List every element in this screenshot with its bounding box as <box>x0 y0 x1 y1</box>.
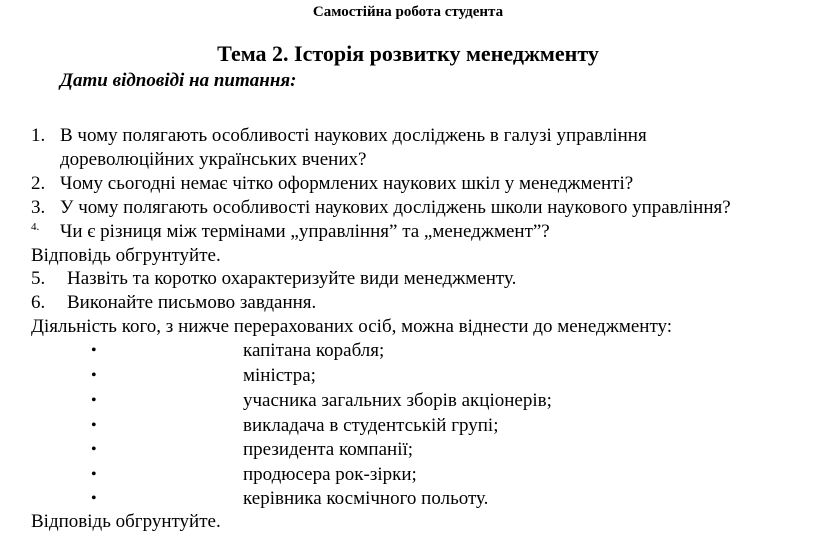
question-1-text-line-1: В чому полягають особливості наукових досліджень в галузі управління <box>60 125 647 146</box>
question-2-number: 2. <box>31 173 46 194</box>
question-5-text: Назвіть та коротко охарактеризуйте види менеджменту. <box>67 268 517 289</box>
question-3-number: 3. <box>31 197 46 218</box>
instruction: Дати відповіді на питання: <box>60 70 297 91</box>
bullet-icon: • <box>91 490 97 507</box>
page-header: Самостійна робота студента <box>312 4 504 20</box>
bullet-icon: • <box>91 441 97 458</box>
question-6-number: 6. <box>31 292 46 313</box>
question-5-number: 5. <box>31 268 46 289</box>
bullet-icon: • <box>91 392 97 409</box>
list-item: капітана корабля; <box>243 340 385 361</box>
list-item: викладача в студентській групі; <box>243 415 499 436</box>
list-item: міністра; <box>243 365 316 386</box>
list-item: президента компанії; <box>243 439 414 460</box>
topic-title: Тема 2. Історія розвитку менеджменту <box>217 41 599 66</box>
bullet-icon: • <box>91 367 97 384</box>
list-item: керівника космічного польоту. <box>243 488 489 509</box>
question-2-text: Чому сьогодні немає чітко оформлених наукових шкіл у менеджменті? <box>60 173 634 194</box>
question-6-text: Виконайте письмово завдання. <box>67 292 317 313</box>
answer-note-2: Відповідь обгрунтуйте. <box>31 511 221 532</box>
answer-note-1: Відповідь обгрунтуйте. <box>31 245 221 266</box>
bullet-icon: • <box>91 466 97 483</box>
list-item: учасника загальних зборів акціонерів; <box>243 390 552 411</box>
bullet-icon: • <box>91 342 97 359</box>
question-1-number: 1. <box>31 125 46 146</box>
question-4-number: 4. <box>31 221 40 233</box>
task-intro: Діяльність кого, з нижче перерахованих осіб, можна віднести до менеджменту: <box>31 316 673 337</box>
bullet-icon: • <box>91 417 97 434</box>
question-1-text-line-2: дореволюційних українських вчених? <box>60 149 367 170</box>
list-item: продюсера рок-зірки; <box>243 464 417 485</box>
question-3-text: У чому полягають особливості наукових досліджень школи наукового управління? <box>60 197 731 218</box>
question-4-text: Чи є різниця між термінами „управління” та „менеджмент”? <box>60 221 550 242</box>
